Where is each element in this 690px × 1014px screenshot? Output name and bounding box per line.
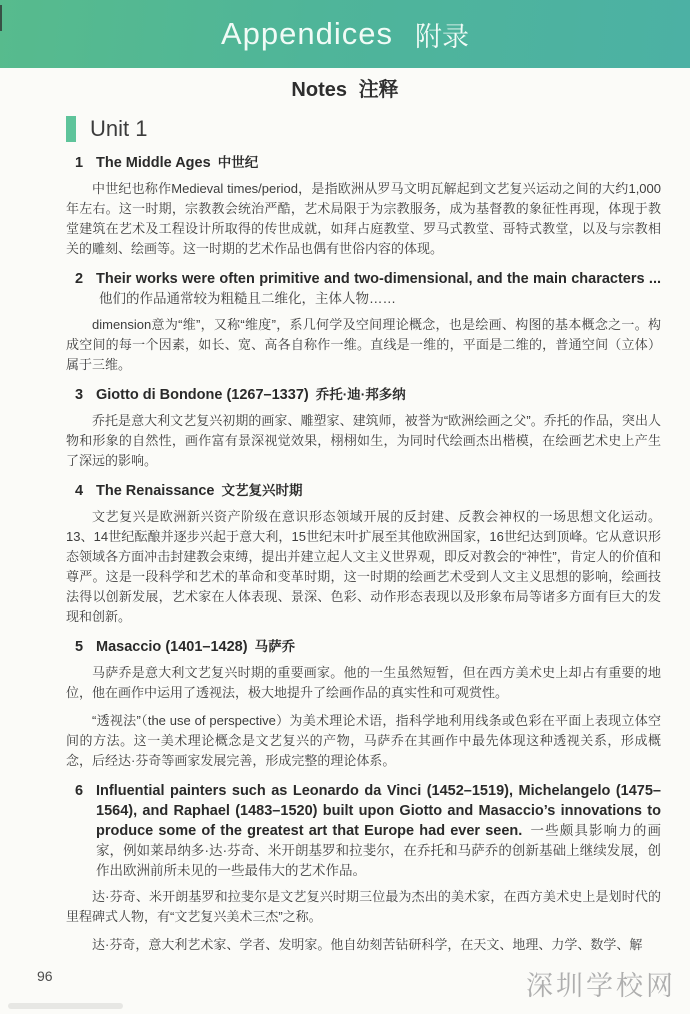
note-number: 6 [75, 783, 84, 799]
unit-header [66, 115, 690, 143]
section-heading-chinese: 注释 [358, 79, 399, 101]
note-item-5 [66, 637, 661, 771]
note-item-1 [66, 153, 661, 259]
note-title [75, 153, 661, 173]
note-title [75, 637, 661, 657]
note-title-chinese: 中世纪 [217, 155, 259, 170]
note-paragraph: 达·芬奇、米开朗基罗和拉斐尔是文艺复兴时期三位最为杰出的美术家，在西方美术史上是划时代的里程碑式人物，有“文艺复兴美术三杰”之称。 [66, 889, 661, 924]
note-paragraph: 乔托是意大利文艺复兴初期的画家、雕塑家、建筑师，被誉为“欧洲绘画之父”。乔托的作品，突出人物和形象的自然性，画作富有景深视觉效果，栩栩如生，为同时代绘画杰出楷模，在绘画艺术史上产生了深远的影响。 [66, 413, 661, 468]
note-item-3 [66, 385, 661, 471]
note-item-2 [66, 269, 661, 375]
note-paragraph: 马萨乔是意大利文艺复兴时期的重要画家。他的一生虽然短暂，但在西方美术史上却占有重要的地位，他在画作中运用了透视法，极大地提升了绘画作品的真实性和可观赏性。 [66, 665, 661, 700]
note-title-chinese: 乔托·迪·邦多纳 [315, 387, 406, 402]
note-title [75, 781, 661, 881]
note-item-6 [66, 781, 661, 955]
note-number: 4 [75, 483, 84, 499]
page-header-banner [0, 0, 690, 68]
unit-label: Unit 1 [90, 116, 148, 141]
scan-smudge-artifact [8, 1003, 123, 1009]
note-title [75, 481, 661, 501]
note-paragraph: 中世纪也称作Medieval times/period，是指欧洲从罗马文明瓦解起到文艺复兴运动之间的大约1,000年左右。这一时期，宗教教会统治严酷，艺术局限于为宗教服务，成为基督教的象征性再现，体现于教堂建筑在艺术及工程设计所取得的传世成就，如拜占庭教堂、罗马式教堂、哥特式教堂，以及与宗教相关的雕刻、绘画等。这一时期的艺术作品也偶有世俗内容的体现。 [66, 181, 661, 256]
note-title-chinese: 他们的作品通常较为粗糙且二维化，主体人物…… [99, 291, 396, 306]
note-number: 5 [75, 639, 84, 655]
note-title-chinese: 一些颇具影响力的画家，例如莱昂纳多·达·芬奇、米开朗基罗和拉斐尔，在乔托和马萨乔的创新基础上继续发展，创作出欧洲前所未见的一些最伟大的艺术作品。 [96, 823, 661, 878]
section-heading-english: Notes [291, 79, 347, 101]
section-heading [0, 77, 690, 103]
page-number: 96 [37, 968, 53, 984]
note-item-4 [66, 481, 661, 627]
note-number: 1 [75, 155, 84, 171]
note-title-english: The Renaissance [96, 483, 215, 499]
note-paragraph: “透视法”（the use of perspective）为美术理论术语，指科学地利用线条或色彩在平面上表现立体空间的方法。这一美术理论概念是文艺复兴的产物，马萨乔在其画作中最先体现这种透视关系，形成概念，后经达·芬奇等画家发展完善，形成完整的理论体系。 [66, 713, 661, 768]
note-title-english: The Middle Ages [96, 155, 211, 171]
scan-edge-artifact [0, 5, 2, 31]
unit-marker-bar [66, 116, 76, 142]
note-title [75, 385, 661, 405]
note-number: 3 [75, 387, 84, 403]
note-paragraph: 文艺复兴是欧洲新兴资产阶级在意识形态领域开展的反封建、反教会神权的一场思想文化运动。13、14世纪酝酿并逐步兴起于意大利，15世纪末叶扩展至其他欧洲国家，16世纪达到顶峰。它从意识形态领域各方面冲击封建教会束缚，提出并建立起人文主义世界观，即反对教会的“神性”，肯定人的价值和尊严。这是一段科学和艺术的革命和变革时期，这一时期的绘画艺术受到人文主义思想的影响，绘画技法得以创新发展，艺术家在人体表现、景深、色彩、动作形态表现以及形象布局等诸多方面有巨大的发现和创新。 [66, 509, 661, 624]
note-title-english: Masaccio (1401–1428) [96, 639, 248, 655]
note-title-english: Their works were often primitive and two-dimensional, and the main characters ... [96, 271, 661, 287]
note-title-chinese: 文艺复兴时期 [221, 483, 303, 498]
note-paragraph: 达·芬奇，意大利艺术家、学者、发明家。他自幼刻苦钻研科学，在天文、地理、力学、数学、解 [92, 937, 643, 952]
notes-list [0, 153, 690, 955]
note-title-english: Giotto di Bondone (1267–1337) [96, 387, 309, 403]
note-title-english: Influential painters such as Leonardo da Vinci (1452–1519), Michelangelo (1475–1564), and Raphael (1483–1520) built upon Giotto and Masaccio’s innovations to produce some of the greatest art that Europe had ever seen. [96, 783, 661, 839]
note-number: 2 [75, 271, 84, 287]
banner-title-chinese: 附录 [415, 21, 469, 52]
banner-title-english: Appendices [220, 16, 393, 51]
note-paragraph: dimension意为“维”，又称“维度”，系几何学及空间理论概念，也是绘画、构图的基本概念之一。构成空间的每一个因素，如长、宽、高各自称作一维。直线是一维的，平面是二维的，普通空间（立体）属于三维。 [66, 317, 661, 372]
note-title [75, 269, 661, 309]
watermark-text: 深圳学校网 [526, 971, 676, 1001]
note-title-chinese: 马萨乔 [254, 639, 296, 654]
